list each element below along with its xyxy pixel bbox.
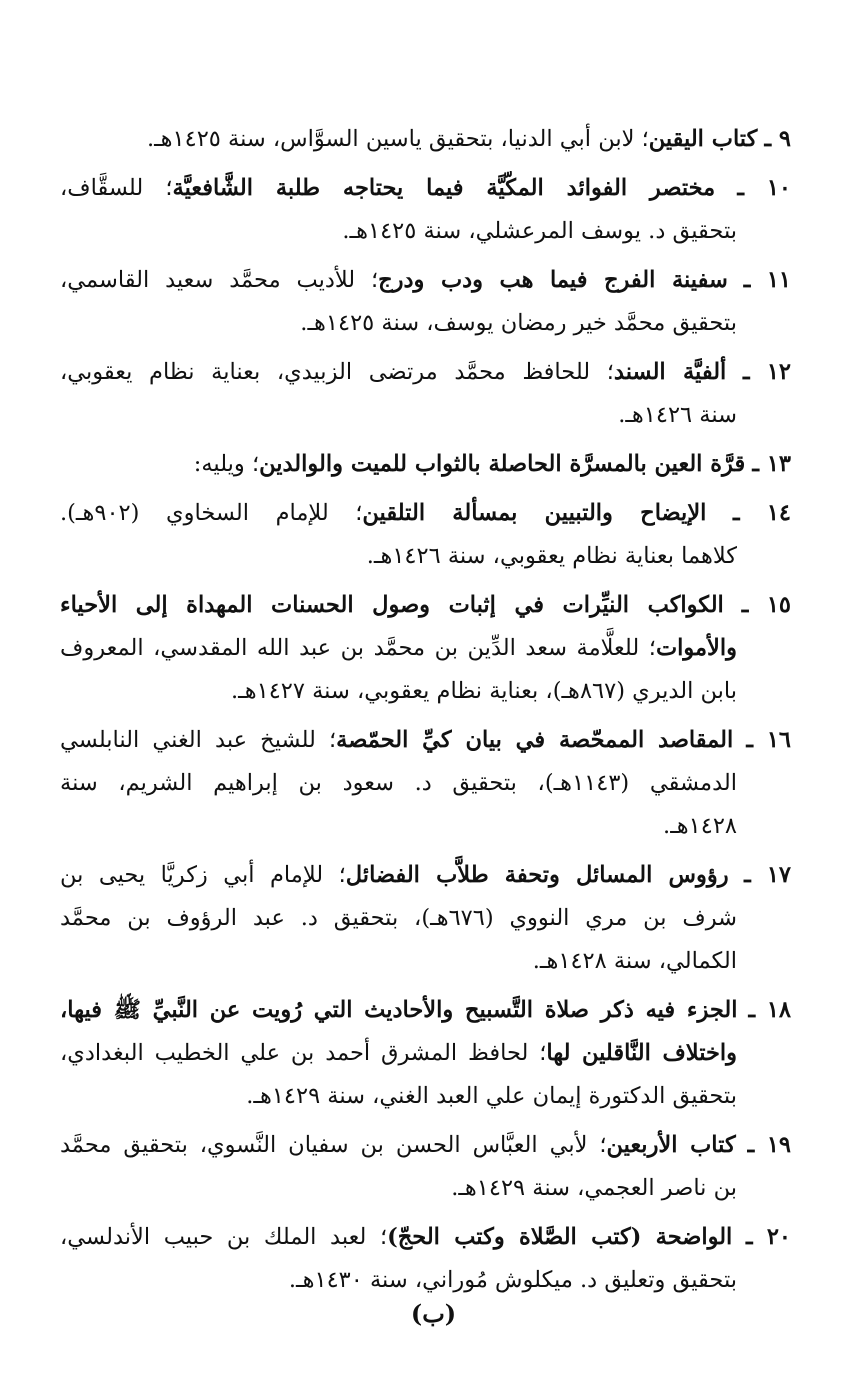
entry-number: ١٤ ـ bbox=[732, 500, 791, 526]
book-details: ؛ لحافظ المشرق أحمد بن علي الخطيب البغدادي، bbox=[60, 1040, 547, 1066]
book-details: ؛ للشيخ عبد الغني النابلسي bbox=[60, 727, 337, 753]
book-entry bbox=[60, 1216, 791, 1302]
book-details: بتحقيق وتعليق د. ميكلوش مُوراني، سنة ١٤٣٠هـ. bbox=[288, 1267, 737, 1293]
book-details: كلاهما بعناية نظام يعقوبي، سنة ١٤٢٦هـ. bbox=[366, 543, 737, 569]
book-entry bbox=[60, 1124, 791, 1210]
book-title: ألفيَّة السند bbox=[613, 359, 727, 385]
book-title: الكواكب النيِّرات في إثبات وصول الحسنات المهداة إلى الأحياء bbox=[60, 592, 724, 618]
entry-first-line bbox=[60, 118, 791, 161]
entry-number: ١٠ ـ bbox=[737, 175, 791, 201]
entry-continuation-line bbox=[60, 210, 791, 253]
book-details: ؛ لعبد الملك بن حبيب الأندلسي، bbox=[60, 1224, 388, 1250]
entry-number: ١٣ ـ bbox=[752, 451, 791, 477]
book-details: ؛ للإمام أبي زكريَّا يحيى بن bbox=[60, 862, 346, 888]
entry-first-line bbox=[60, 259, 791, 302]
book-details: شرف بن مري النووي (٦٧٦هـ)، بتحقيق د. عبد الرؤوف بن محمَّد bbox=[60, 905, 737, 931]
book-entry bbox=[60, 167, 791, 253]
entry-first-line bbox=[60, 443, 791, 486]
book-details: ١٤٢٨هـ. bbox=[663, 813, 737, 839]
book-details: ؛ للإمام السخاوي (٩٠٢هـ). bbox=[60, 500, 363, 526]
entry-first-line bbox=[60, 989, 791, 1032]
book-details: بتحقيق الدكتورة إيمان علي العبد الغني، سنة ١٤٢٩هـ. bbox=[246, 1083, 737, 1109]
page-number: (ب) bbox=[410, 1299, 457, 1328]
entry-first-line bbox=[60, 719, 791, 762]
book-details: ؛ للعلَّامة سعد الدِّين بن محمَّد بن عبد الله المقدسي، المعروف bbox=[60, 635, 656, 661]
book-entry bbox=[60, 118, 791, 161]
book-entry bbox=[60, 989, 791, 1118]
book-title: الواضحة (كتب الصَّلاة وكتب الحجّ) bbox=[387, 1224, 733, 1250]
entry-continuation-line bbox=[60, 805, 791, 848]
book-entry bbox=[60, 351, 791, 437]
entry-continuation-line bbox=[60, 897, 791, 940]
entry-number: ١١ ـ bbox=[743, 267, 791, 293]
entry-number: ٩ ـ bbox=[764, 126, 791, 152]
book-list bbox=[60, 118, 791, 1308]
book-entry bbox=[60, 719, 791, 848]
book-title: كتاب الأربعين bbox=[606, 1132, 736, 1158]
book-details: ؛ لابن أبي الدنيا، بتحقيق ياسين السوَّاس، سنة ١٤٢٥هـ. bbox=[146, 126, 649, 152]
book-details: الدمشقي (١١٤٣هـ)، بتحقيق د. سعود بن إبراهيم الشريم، سنة bbox=[60, 770, 738, 796]
entry-number: ١٦ ـ bbox=[746, 727, 791, 753]
book-details: ؛ لأبي العبَّاس الحسن بن سفيان النَّسوي، بتحقيق محمَّد bbox=[60, 1132, 607, 1158]
entry-number: ١٩ ـ bbox=[747, 1132, 791, 1158]
entry-first-line bbox=[60, 1216, 791, 1259]
book-entry bbox=[60, 259, 791, 345]
book-title: قرَّة العين بالمسرَّة الحاصلة بالثواب للميت والوالدين bbox=[259, 451, 746, 477]
entry-continuation-line bbox=[60, 394, 791, 437]
book-details: ؛ للسقَّاف، bbox=[60, 175, 173, 201]
book-title: الإيضاح والتبيين بمسألة التلقين bbox=[362, 500, 707, 526]
book-entry bbox=[60, 854, 791, 983]
book-details: الكمالي، سنة ١٤٢٨هـ. bbox=[532, 948, 737, 974]
book-title: رؤوس المسائل وتحفة طلاَّب الفضائل bbox=[345, 862, 729, 888]
book-entry bbox=[60, 443, 791, 486]
book-details: بابن الديري (٨٦٧هـ)، بعناية نظام يعقوبي، سنة ١٤٢٧هـ. bbox=[231, 678, 737, 704]
book-details: ؛ ويليه: bbox=[193, 451, 260, 477]
entry-first-line bbox=[60, 854, 791, 897]
book-entry bbox=[60, 492, 791, 578]
book-details: ؛ للحافظ محمَّد مرتضى الزبيدي، بعناية نظام يعقوبي، bbox=[60, 359, 614, 385]
entry-first-line bbox=[60, 1124, 791, 1167]
entry-continuation-line bbox=[60, 670, 791, 713]
book-details: ؛ للأديب محمَّد سعيد القاسمي، bbox=[60, 267, 379, 293]
book-title: المقاصد الممحّصة في بيان كيِّ الحمّصة bbox=[336, 727, 734, 753]
entry-continuation-line bbox=[60, 1167, 791, 1210]
book-details: سنة ١٤٢٦هـ. bbox=[618, 402, 737, 428]
entry-number: ١٥ ـ bbox=[741, 592, 791, 618]
entry-continuation-line bbox=[60, 627, 791, 670]
book-title: الجزء فيه ذكر صلاة التَّسبيح والأحاديث التي رُويت عن النَّبيِّ ﷺ فيها، bbox=[60, 997, 738, 1023]
book-details: بن ناصر العجمي، سنة ١٤٢٩هـ. bbox=[451, 1175, 737, 1201]
entry-continuation-line bbox=[60, 302, 791, 345]
book-title: والأموات bbox=[655, 635, 737, 661]
book-details: بتحقيق د. يوسف المرعشلي، سنة ١٤٢٥هـ. bbox=[342, 218, 737, 244]
entry-number: ١٢ ـ bbox=[742, 359, 791, 385]
entry-first-line bbox=[60, 351, 791, 394]
entry-first-line bbox=[60, 167, 791, 210]
book-entry bbox=[60, 584, 791, 713]
book-title: كتاب اليقين bbox=[648, 126, 758, 152]
entry-first-line bbox=[60, 584, 791, 627]
book-title: واختلاف النَّاقلين لها bbox=[546, 1040, 738, 1066]
entry-continuation-line bbox=[60, 1032, 791, 1075]
entry-continuation-line bbox=[60, 1075, 791, 1118]
book-details: بتحقيق محمَّد خير رمضان يوسف، سنة ١٤٢٥هـ. bbox=[300, 310, 737, 336]
book-title: مختصر الفوائد المكّيَّة فيما يحتاجه طلبة الشَّافعيَّة bbox=[172, 175, 716, 201]
book-title: سفينة الفرج فيما هب ودب ودرج bbox=[378, 267, 728, 293]
entry-number: ١٨ ـ bbox=[748, 997, 791, 1023]
entry-number: ١٧ ـ bbox=[744, 862, 791, 888]
entry-continuation-line bbox=[60, 762, 791, 805]
entry-number: ٢٠ ـ bbox=[745, 1224, 791, 1250]
entry-continuation-line bbox=[60, 535, 791, 578]
entry-continuation-line bbox=[60, 940, 791, 983]
entry-first-line bbox=[60, 492, 791, 535]
